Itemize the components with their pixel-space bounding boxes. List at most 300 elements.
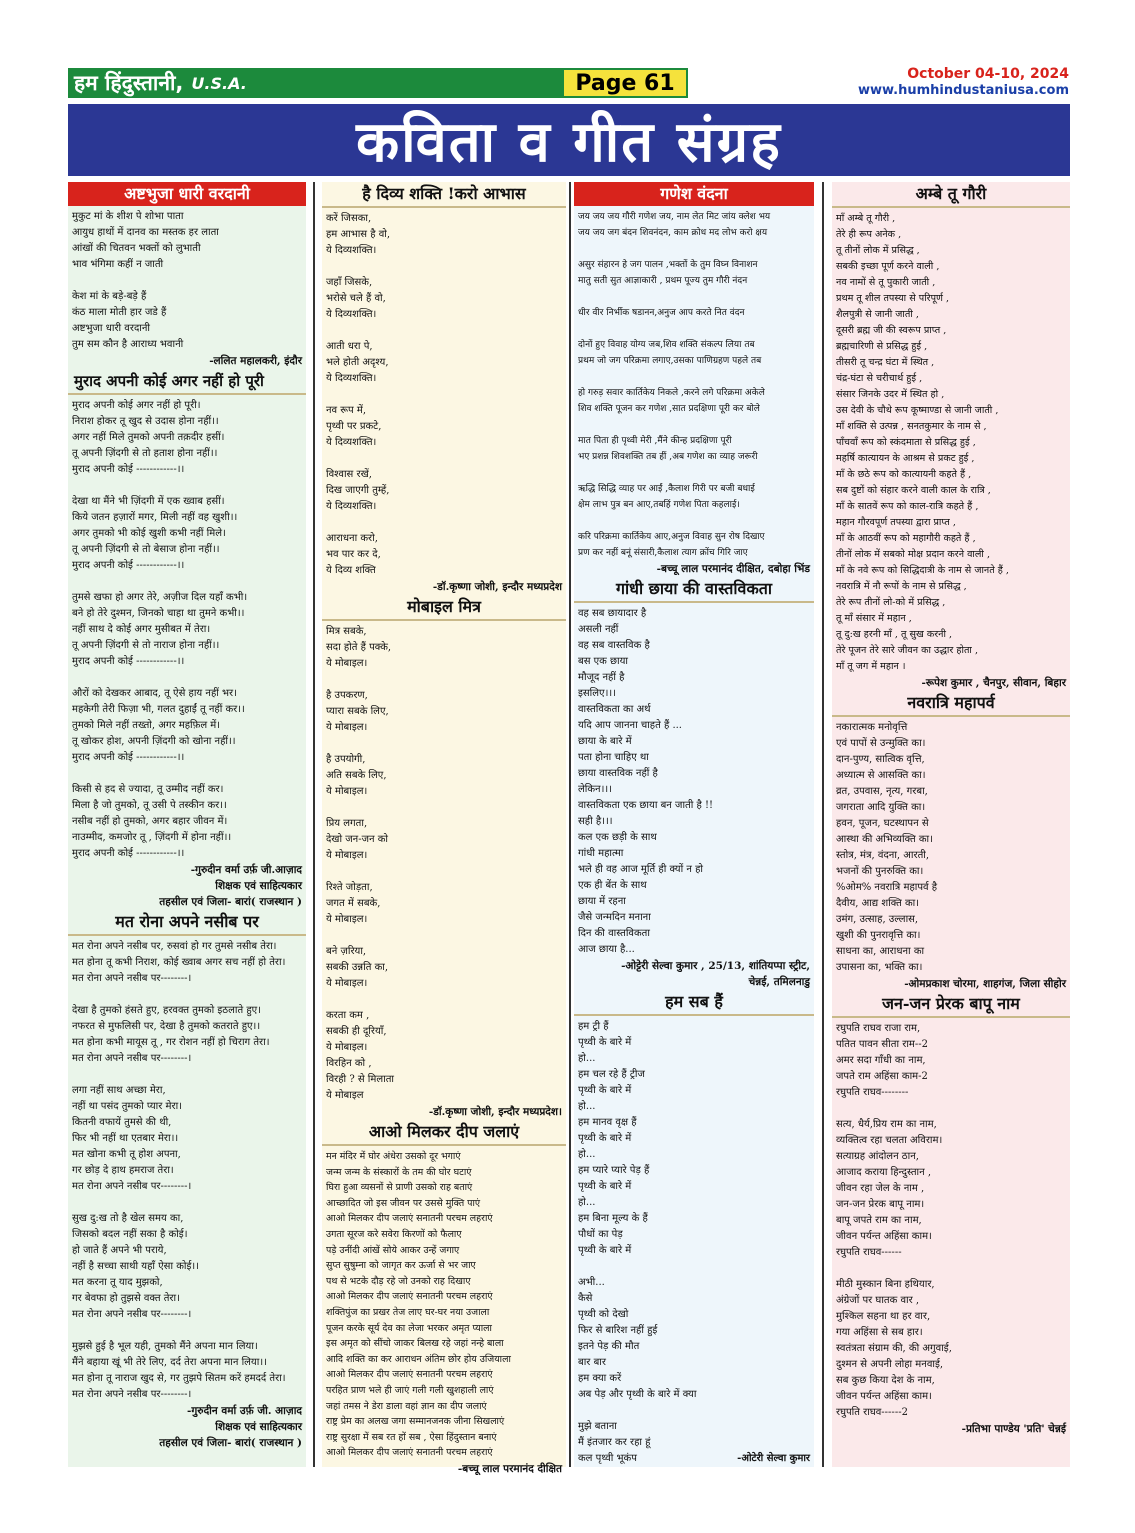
signature-line: तहसील एवं जिला- बारां( राजस्थान ) [159, 1437, 302, 1449]
poem-line [836, 1101, 1066, 1117]
poem-line: आस्था की अभिव्यक्ति का। [836, 834, 933, 845]
poem-line: एक ही बेंत के साथ [578, 880, 647, 891]
poem-line: अमर सदा गाँधी का नाम, [836, 1055, 926, 1066]
poem-line: नफरत से मुफलिसी पर, देखा है तुमको कतराते हुए।। [72, 1021, 261, 1032]
poem-line [72, 1323, 302, 1339]
poem-signature [574, 561, 814, 577]
poem-line: हो गरुड़ सवार कार्तिकेय निकले ,करने लगे परिक्रमा अकेले [578, 388, 765, 398]
poem-line: भले होती अदृश्य, [326, 357, 389, 368]
poem-line: पता होना चाहिए था [578, 752, 649, 763]
poem-line: सबकी उन्नति का, [326, 962, 389, 973]
poem-line: मत रोना अपने नसीब पर, रुसवां हो गर तुमसे नसीब तेरा। [72, 941, 277, 952]
poem-line: तू माँ संसार में महान , [836, 613, 912, 624]
poem-line: महर्षि कात्यायन के आश्रम से प्रकट हुई , [836, 453, 975, 464]
poem-signature [68, 862, 306, 910]
poem-line: मुकुट मां के शीश पे शोभा पाता [72, 211, 184, 222]
poem-line: साधना का, आराधना का [836, 946, 925, 957]
poem-line: तीनों लोक में सबको मोक्ष प्रदान करने वाली , [836, 549, 991, 560]
poem-signature [322, 579, 566, 595]
poem-line: भाव भंगिमा कहीं न जाती [72, 259, 164, 270]
poem-line: तू अपनी ज़िंदगी से तो नाराज होना नहीं।। [72, 640, 220, 651]
poem-line: सदा होते हैं पक्के, [326, 642, 392, 653]
poem-line: माँ के नवे रूप को सिद्धिदात्री के नाम से जानते हैं , [836, 565, 1009, 576]
poem-line: वह सब वास्तविक है [578, 640, 650, 651]
poem-line: ऋद्धि सिद्धि व्याह पर आईं ,कैलाश गिरी पर बजी बधाई [578, 484, 755, 494]
poem-line: केश मां के बड़े-बड़े हैं [72, 291, 147, 302]
poem-line: आदि शक्ति का कर आराधन अंतिम छोर होय उजियाला [326, 1353, 511, 1365]
poem-line: मत रोना अपने नसीब पर--------। [72, 1309, 192, 1320]
poem-line: नहीं था पसंद तुमको प्यार मेरा। [72, 1101, 182, 1112]
poem-line: रिश्ते जोड़ता, [326, 882, 373, 893]
poem-line: आओ मिलकर दीप जलाएं सनातनी परचम लहराएं [326, 1447, 493, 1459]
poem-line: पृथ्वी के बारे में [578, 1037, 632, 1048]
poem-line [578, 513, 810, 529]
poem-line: निराश होकर तू खुद से उदास होना नहीं।। [72, 416, 219, 427]
poem-line [326, 259, 562, 275]
poem-body [322, 1146, 566, 1461]
poem-title: जन-जन प्रेरक बापू नाम [832, 992, 1070, 1018]
signature-line: शिक्षक एवं साहित्यकार [215, 880, 302, 892]
poem-line: विरहिन को , [326, 1058, 372, 1069]
poem-line: खुशी की पुनरावृत्ति का। [836, 930, 921, 941]
poem-body [832, 208, 1070, 675]
poem-line: गर छोड़ दे हाथ हमराज तेरा। [72, 1165, 174, 1176]
column-rule [313, 182, 315, 1467]
poem-line: मैंने बहाया खूं भी तेरे लिए, दर्द तेरा अपना मान लिया।। [72, 1357, 267, 1368]
signature-line: -ओमप्रकाश चोरमा, शाहगंज, जिला सीहोर [904, 978, 1066, 990]
poem-line: मत होना कभी मायूस तू , गर रोशन नहीं हो चिराग तेरा। [72, 1037, 270, 1048]
signature-line: चेन्नई, तमिलनाडु [748, 976, 810, 988]
poem-line: एवं पापों से उन्मुक्ति का। [836, 738, 926, 749]
poem-line: ये मोबाइल। [326, 722, 368, 733]
banner-title: कविता व गीत संग्रह [356, 110, 782, 175]
poem-line: शक्तिपुंज का प्रखर तेज लाए घर-घर नया उजाला [326, 1306, 490, 1318]
poem-last-line: कल पृथ्वी भूकंप [578, 1453, 637, 1464]
poem-line [72, 670, 302, 686]
poem-body [832, 1018, 1070, 1421]
poem-line: पृथ्वी के बारे में [578, 1181, 632, 1192]
poem-line: देखो जन-जन को [326, 834, 389, 845]
poem-line: इतने पेड़ की मौत [578, 1341, 640, 1352]
poem-line [72, 478, 302, 494]
poem-line: पृथ्वी के बारे में [578, 1085, 632, 1096]
poem-line: अति सबके लिए, [326, 770, 387, 781]
poem-line: बार बार [578, 1357, 606, 1368]
poem-line: ये मोबाइल। [326, 1042, 368, 1053]
poem-line: हम बिना मूल्य के हैं [578, 1213, 648, 1224]
poem-line: ये मोबाइल। [326, 786, 368, 797]
poem-line: महान गौरवपूर्ण तपस्या द्वारा प्राप्त , [836, 517, 956, 528]
poem-line: नकारात्मक मनोवृत्ति [836, 722, 908, 733]
poem-line: आज छाया है... [578, 944, 635, 955]
poem-line: भरोसे चले हैं वो, [326, 293, 386, 304]
poem-line [326, 992, 562, 1008]
poem-line: संसार जिनके उदर में स्थित हो , [836, 389, 945, 400]
poem-line: बापू जपते राम का नाम, [836, 1215, 922, 1226]
poem-title: मत रोना अपने नसीब पर [68, 910, 306, 936]
poem-line: माँ अम्बे तू गौरी , [836, 213, 896, 224]
poem-line: मौजूद नहीं है [578, 672, 625, 683]
poem-title: गांधी छाया की वास्तविकता [574, 577, 814, 603]
poem-line: पृथ्वी के बारे में [578, 1245, 632, 1256]
poem-line: आयुध हाथों में दानव का मस्तक हर लाता [72, 227, 219, 238]
poem-title: अष्टभुजा धारी वरदानी [68, 182, 306, 206]
poem-line: मुश्किल सहना था हर वार, [836, 1311, 931, 1322]
poem-line: भए प्रशन्न शिवशक्ति तब हीं ,अब गणेश का व्याह जरूरी [578, 452, 758, 462]
poem-line: आजाद कराया हिन्दुस्तान , [836, 1167, 932, 1178]
poem-signature: -ओटेरी सेल्वा कुमार [737, 1453, 810, 1464]
poem-line: रघुपति राघव------2 [836, 1407, 908, 1418]
poem-line: मत करना तू याद मुझको, [72, 1277, 163, 1288]
poem-line: मुराद अपनी कोई ------------।। [72, 656, 185, 667]
poem-signature [68, 353, 306, 369]
poem-line: नवरात्रि में नौ रूपों के नाम से प्रसिद्ध , [836, 581, 967, 592]
poem-line: जिसको बदल नहीं सका है कोई। [72, 1229, 188, 1240]
signature-line: शिक्षक एवं साहित्यकार [215, 1421, 302, 1433]
poem-body [574, 206, 814, 561]
poem-closing-row [574, 1451, 814, 1467]
poem-line: प्रिय लगता, [326, 818, 368, 829]
poem-line [578, 1259, 810, 1275]
poem-line: मुराद अपनी कोई ------------।। [72, 560, 185, 571]
issue-date: October 04-10, 2024 [907, 66, 1069, 82]
poem-line: किये जतन हज़ारों मगर, मिली नहीं वह खुशी।। [72, 512, 238, 523]
poem-line: जहाँ जिसके, [326, 277, 373, 288]
poem-line [326, 864, 562, 880]
poem-line: असली नहीं [578, 624, 619, 635]
poem-line: दिन की वास्तविकता [578, 928, 650, 939]
poem-line: कल एक छड़ी के साथ [578, 832, 657, 843]
poem-line: जन्म जन्म के संस्कारों के तम की घोर घटाएं [326, 1166, 472, 1178]
poem-line: बने ज़रिया, [326, 946, 367, 957]
poem-line: तेरे रूप तीनों लो-को में प्रसिद्ध , [836, 597, 946, 608]
poem-line: प्रण कर नहीं बनूं संसारी,कैलाश त्याग क्रोंच गिरि जाए [578, 548, 748, 558]
poem-line: मुराद अपनी कोई ------------।। [72, 464, 185, 475]
poem-line: स्वतंत्रता संग्राम की, की अगुवाई, [836, 1343, 952, 1354]
poem-line: जपते राम अहिंसा काम-2 [836, 1071, 928, 1082]
poem-line [326, 323, 562, 339]
poem-line: सुख दु:ख तो है खेल समय का, [72, 1213, 184, 1224]
poem-line: भजनों की पुनरुक्ति का। [836, 866, 924, 877]
poem-line: हम आभास है वो, [326, 229, 391, 240]
poem-line [836, 1261, 1066, 1277]
poem-line: धीर वीर निर्भीक षडानन,अनुज आप करते नित वंदन [578, 308, 745, 318]
poem-line: राष्ट्र सुरक्षा में सब रत हों सब , ऐसा हिंदुस्तान बनाएं [326, 1431, 497, 1443]
poem-line: कंठ माला मोती हार जडे हैं [72, 307, 167, 318]
poem-title: नवरात्रि महापर्व [832, 691, 1070, 717]
poem-line: उस देवी के चौथे रूप कूष्माण्डा से जानी जाती , [836, 405, 999, 416]
poem-line: ये दिव्यशक्ति। [326, 245, 377, 256]
poem-line: मुझे बताना [578, 1421, 617, 1432]
poem-line: छाया के बारे में [578, 736, 632, 747]
poem-line: स्तोत्र, मंत्र, वंदना, आरती, [836, 850, 930, 861]
poem-line [326, 736, 562, 752]
poem-line: ये मोबाइल। [326, 850, 368, 861]
column-1 [68, 182, 306, 1467]
poem-line: हम मानव वृक्ष हैं [578, 1117, 637, 1128]
poem-line: महकेगी तेरी फिज़ा भी, गलत दुहाईं तू नहीं कर।। [72, 704, 245, 715]
poem-line: मुराद अपनी कोई ------------।। [72, 848, 185, 859]
poem-line: आओ मिलकर दीप जलाएं सनातनी परचम लहराएं [326, 1291, 493, 1303]
poem-line: जन-जन प्रेरक बापू नाम। [836, 1199, 925, 1210]
poem-line: आराधना करो, [326, 533, 378, 544]
poem-line: वह सब छायादार है [578, 608, 647, 619]
poem-line: जीवन पर्यन्त अहिंसा काम। [836, 1231, 932, 1242]
poem-line: भले ही वह आज मूर्ति ही क्यों न हो [578, 864, 704, 875]
signature-line: -बच्चू लाल परमानंद दीक्षित, दबोहा भिंड [656, 563, 810, 575]
poem-title: हम सब हैं [574, 990, 814, 1016]
poem-line: अब पेड़ और पृथ्वी के बारे में क्या [578, 1389, 697, 1400]
poem-line: व्यक्तित्व रहा चलता अविराम। [836, 1135, 943, 1146]
poem-line [72, 273, 302, 289]
poem-line: जैसे जन्मदिन मनाना [578, 912, 651, 923]
poem-line [326, 515, 562, 531]
poem-line: कैसे [578, 1293, 593, 1304]
poem-line: शिव शक्ति पूजन कर गणेश ,सात प्रदक्षिणा पूरी कर बोले [578, 404, 760, 414]
poem-line: किसी से हद से ज्यादा, तू उम्मीद नहीं कर। [72, 784, 224, 795]
poem-line: नहीं साथ दे कोई अगर मुसीबत में तेरा। [72, 624, 211, 635]
poem-line: प्रथम तू शील तपस्या से परिपूर्ण , [836, 293, 950, 304]
signature-line: -रूपेश कुमार , चैनपुर, सीवान, बिहार [921, 677, 1066, 689]
signature-line: -डॉ.कृष्णा जोशी, इन्दौर मध्यप्रदेश [432, 581, 562, 593]
poem-line: ब्रह्मचारिणी से प्रसिद्ध हुई , [836, 341, 928, 352]
poem-body [574, 603, 814, 958]
poem-line: ये मोबाइल। [326, 658, 368, 669]
poem-line: मत खोना कभी तू होश अपना, [72, 1149, 181, 1160]
poem-line: छाया में रहना [578, 896, 626, 907]
poem-line: मात पिता ही पृथ्वी मेरी ,मैंने कीन्ह प्रदक्षिणा पूरी [578, 436, 732, 446]
poem-line: यदि आप जानना चाहते हैं ... [578, 720, 682, 731]
poem-line: तुम सम कौन है आराध्य भवानी [72, 339, 184, 350]
poem-line: दैवीय, आद्य शक्ति का। [836, 898, 920, 909]
poem-line: घिरा हुआ व्यसनों से प्राणी उसको राह बताएं [326, 1182, 473, 1194]
poem-line: दान-पुण्य, सात्विक वृत्ति, [836, 754, 925, 765]
signature-line: -डॉ.कृष्णा जोशी, इन्दौर मध्यप्रदेश। [428, 1106, 562, 1118]
signature-line: -बच्चू लाल परमानंद दीक्षित [457, 1462, 562, 1475]
poem-line: मत होना तू नाराज खुद से, गर तुझपे सितम करें हमदर्द तेरा। [72, 1373, 286, 1384]
poem-line: कितनी वफायें तुमसे की थी, [72, 1117, 172, 1128]
poem-line: देखा है तुमको हंसते हुए, हरवक्त तुमको इठलाते हुए। [72, 1005, 261, 1016]
poem-line: दुश्मन से अपनी लोहा मनवाई, [836, 1359, 944, 1370]
poem-line: मत रोना अपने नसीब पर--------। [72, 1181, 192, 1192]
poem-line: औरों को देखकर आबाद, तू ऐसे हाय नहीं भर। [72, 688, 237, 699]
poem-line: दिख जाएगी तुम्हें, [326, 485, 390, 496]
poem-line: ये मोबाइल [326, 1090, 364, 1101]
poem-line [72, 766, 302, 782]
poem-line [578, 369, 810, 385]
poem-line: मुराद अपनी कोई ------------।। [72, 752, 185, 763]
poem-line [72, 1195, 302, 1211]
poem-line: माँ के आठवीं रूप को महागौरी कहते हैं , [836, 533, 976, 544]
poem-line: पौधों का पेड़ [578, 1229, 623, 1240]
poem-line: मुराद अपनी कोई अगर नहीं हो पूरी। [72, 400, 201, 411]
poem-line: सब दुष्टों को संहार करने वाली काल के रात्रि , [836, 485, 991, 496]
poem-line: हम ट्री हैं [578, 1021, 609, 1032]
poem-line: राष्ट्र प्रेम का अलख जगा सम्मानजनक जीना सिखलाएं [326, 1416, 505, 1428]
poem-line: आती धरा पे, [326, 341, 373, 352]
poem-line: मन मंदिर में घोर अंधेरा उसको दूर भगाएं [326, 1151, 461, 1162]
poem-title: अम्बे तू गौरी [832, 182, 1070, 208]
poem-line: अध्यात्म से आसक्ति का। [836, 770, 926, 781]
poem-line: मिला है जो तुमको, तू उसी पे तस्कीन कर।। [72, 800, 227, 811]
poem-line: बने हो तेरे दुश्मन, जिनको चाहा था तुमने कभी।। [72, 608, 245, 619]
poem-line: हम प्यारे प्यारे पेड़ हैं [578, 1165, 650, 1176]
poem-line: तेरे ही रूप अनेक , [836, 229, 902, 240]
poem-line: अष्टभुजा धारी वरदानी [72, 323, 150, 334]
poem-line: वास्तविकता का अर्थ [578, 704, 651, 715]
poem-signature [832, 675, 1070, 691]
poem-line: मुझसे हुई है भूल यही, तुमको मैंने अपना मान लिया। [72, 1341, 258, 1352]
poem-line: पृथ्वी पर प्रकटे, [326, 421, 382, 432]
poem-line: हम चल रहे हैं ट्रीज [578, 1069, 645, 1080]
poem-line: विश्वास रखें, [326, 469, 372, 480]
poem-line: उगता सूरज करे सवेरा किरणों को फैलाए [326, 1228, 462, 1240]
poem-line [326, 800, 562, 816]
poem-line: नसीब नहीं हो तुमको, अगर बहार जीवन में। [72, 816, 228, 827]
poem-line: अंग्रेजों पर घातक वार , [836, 1295, 920, 1306]
poem-line: ये दिव्यशक्ति। [326, 373, 377, 384]
poem-body [832, 717, 1070, 976]
poem-line: ये मोबाइल। [326, 978, 368, 989]
poem-line: मैं इंतजार कर रहा हूं [578, 1437, 651, 1448]
poem-line: नव नामों से तू पुकारी जाती , [836, 277, 936, 288]
newspaper-region: U.S.A. [191, 73, 247, 93]
website-link[interactable]: www.humhindustaniusa.com [857, 83, 1069, 98]
poem-line: तू अपनी ज़िंदगी से तो बेसाज होना नहीं।। [72, 544, 220, 555]
poem-line: ये मोबाइल। [326, 914, 368, 925]
poem-line: जीवन पर्यन्त अहिंसा काम। [836, 1391, 932, 1402]
poem-signature [574, 958, 814, 990]
poem-line: शैलपुत्री से जानी जाती , [836, 309, 919, 320]
poem-line: मातु सती सुत आज्ञाकारी , प्रथम पूज्य तुम गौरी नंदन [578, 276, 748, 286]
poem-line: पड़े उनींदी आंखें सोये आकर उन्हें जगाए [326, 1244, 460, 1256]
section-banner [68, 104, 1070, 176]
poem-line [326, 672, 562, 688]
poem-line: देखा था मैंने भी ज़िंदगी में एक ख्वाब हसीं। [72, 496, 225, 507]
poem-line [326, 928, 562, 944]
poem-line: चंद्र-घंटा से चरीचार्थ हुई , [836, 373, 923, 384]
poem-line: सब कुछ किया देश के नाम, [836, 1375, 935, 1386]
poem-line: तू तीनों लोक में प्रसिद्ध , [836, 245, 920, 256]
poem-line: पतित पावन सीता राम--2 [836, 1039, 929, 1050]
poem-line: मीठी मुस्कान बिना हथियार, [836, 1279, 935, 1290]
poem-line: आंखों की चितवन भक्तों को लुभाती [72, 243, 201, 254]
newspaper-name: हम हिंदुस्तानी, [74, 71, 184, 95]
poem-line: करि परिक्रमा कार्तिकेय आए,अनुज विवाह सुन रोष दिखाए [578, 532, 765, 542]
poem-line: ये दिव्यशक्ति। [326, 501, 377, 512]
poem-line: तू अपनी ज़िंदगी से तो हताश होना नहीं।। [72, 448, 218, 459]
poem-line: गांधी महात्मा [578, 848, 624, 859]
poem-line: हो... [578, 1197, 596, 1208]
poem-line: भव पार कर दे, [326, 549, 381, 560]
poem-line: अभी... [578, 1277, 605, 1288]
poem-line: क्षेम लाभ पुत्र बन आए,तबहिं गणेश पिता कहलाई। [578, 500, 740, 510]
poem-line: रघुपति राघव राजा राम, [836, 1023, 921, 1034]
poem-title: है दिव्य शक्ति !करो आभास [322, 182, 566, 208]
poem-line: दूसरी ब्रह्म जी की स्वरूप प्राप्त , [836, 325, 947, 336]
poem-line: पाँचवाँ रूप को स्कंदमाता से प्रसिद्ध हुई , [836, 437, 976, 448]
signature-line: तहसील एवं जिला- बारां( राजस्थान ) [159, 896, 302, 908]
poem-title: मुराद अपनी कोई अगर नहीं हो पूरी [68, 369, 306, 395]
poem-line: मत होना तू कभी निराश, कोई ख्वाब अगर सच नहीं हो तेरा। [72, 957, 286, 968]
poem-line: सबकी इच्छा पूर्ण करने वाली , [836, 261, 940, 272]
poem-line: नहीं है सच्चा साथी यहाँ ऐसा कोई।। [72, 1261, 199, 1272]
poem-line: गया अहिंसा से सब हार। [836, 1327, 923, 1338]
poem-line: मत रोना अपने नसीब पर--------। [72, 1389, 192, 1400]
poem-line [578, 465, 810, 481]
poem-line: तुमसे खफा हो अगर तेरे, अज़ीज दिल यहाँ कभी। [72, 592, 248, 603]
poem-line [578, 241, 810, 257]
poem-body [574, 1016, 814, 1451]
poem-line: बस एक छाया [578, 656, 629, 667]
poem-line: दोनों हुए विवाह योग्य जब,शिव शक्ति संकल्प लिया तब [578, 340, 755, 350]
poem-line [578, 417, 810, 433]
column-3 [574, 182, 814, 1467]
poem-line: माँ के सातवें रूप को काल-रात्रि कहते हैं , [836, 501, 979, 512]
column-4 [832, 182, 1070, 1467]
poem-line: ये दिव्य शक्ति [326, 565, 376, 576]
poem-signature [322, 1104, 566, 1120]
poem-line [326, 451, 562, 467]
poem-line [578, 321, 810, 337]
signature-line: -गुरुदीन वर्मा उर्फ़ जी. आज़ाद [187, 1405, 302, 1417]
poem-line: हम क्या करें [578, 1373, 622, 1384]
poem-body [68, 395, 306, 862]
poem-line: लगा नहीं साथ अच्छा मेरा, [72, 1085, 166, 1096]
poem-line: माँ शक्ति से उत्पन्न , सनतकुमार के नाम से , [836, 421, 987, 432]
poem-line: छाया वास्तविक नहीं है [578, 768, 658, 779]
column-rule [569, 182, 571, 1467]
poem-line: जहां तमस ने डेरा डाला वहां ज्ञान का दीप जलाएं [326, 1400, 487, 1412]
poem-line: पथ से भटके दौड़ रहे जो उनको राह दिखाए [326, 1275, 471, 1287]
poem-line: अगर नहीं मिले तुमको अपनी तक़दीर हसीं। [72, 432, 225, 443]
poem-line [72, 987, 302, 1003]
poem-line: असुर संहारन हे जग पालन ,भक्तों के तुम विघ्न विनाशन [578, 260, 758, 270]
poem-line: हो... [578, 1101, 596, 1112]
poem-line: जीवन रहा जेल के नाम , [836, 1183, 925, 1194]
poem-line: फिर भी नहीं था एतबार मेरा।। [72, 1133, 179, 1144]
poem-signature [322, 1461, 566, 1477]
signature-line: -ललित महालकरी, इंदौर [209, 355, 302, 367]
poem-line: जय जय जग बंदन शिवनंदन, काम क्रोध मद लोभ करो क्षय [578, 228, 768, 238]
poem-line: पृथ्वी को देखो [578, 1309, 629, 1320]
poem-title: गणेश वंदना [574, 182, 814, 206]
poem-title: मोबाइल मित्र [322, 595, 566, 621]
poem-line: करता कम , [326, 1010, 370, 1021]
poem-line: जगराता आदि युक्ति का। [836, 802, 926, 813]
poem-body [322, 208, 566, 579]
poem-title: आओ मिलकर दीप जलाएं [322, 1120, 566, 1146]
poem-line: हो जाते हैं अपने भी पराये, [72, 1245, 167, 1256]
poem-line: सही है।।। [578, 816, 613, 827]
signature-line: -गुरुदीन वर्मा उर्फ़ जी.आज़ाद [190, 864, 302, 876]
poem-line: प्रथम जो जग परिक्रमा लगाए,उसका पाणिग्रहण पहले तब [578, 356, 762, 366]
poem-line: तुमको मिले नहीं तख्तो, अगर महफ़िल में। [72, 720, 221, 731]
poem-line: तीसरी तू चन्द्र घंटा में स्थित , [836, 357, 935, 368]
poem-line: रघुपति राघव------ [836, 1247, 902, 1258]
poem-signature [832, 976, 1070, 992]
poem-line: है उपकरण, [326, 690, 368, 701]
poem-line: नाउम्मीद, कमजोर तू , ज़िंदगी में होना नहीं।। [72, 832, 232, 843]
poem-line: मत रोना अपने नसीब पर--------। [72, 1053, 192, 1064]
poem-line: तेरे पूजन तेरे सारे जीवन का उद्धार होता , [836, 645, 978, 656]
poem-body [322, 621, 566, 1104]
poem-line: उमंग, उत्साह, उल्लास, [836, 914, 919, 925]
poem-line: करें जिसका, [326, 213, 372, 224]
poem-line: अगर तुमको भी कोई खुशी कभी नहीं मिले। [72, 528, 226, 539]
poem-line: लेकिन।।। [578, 784, 612, 795]
poem-body [68, 206, 306, 353]
